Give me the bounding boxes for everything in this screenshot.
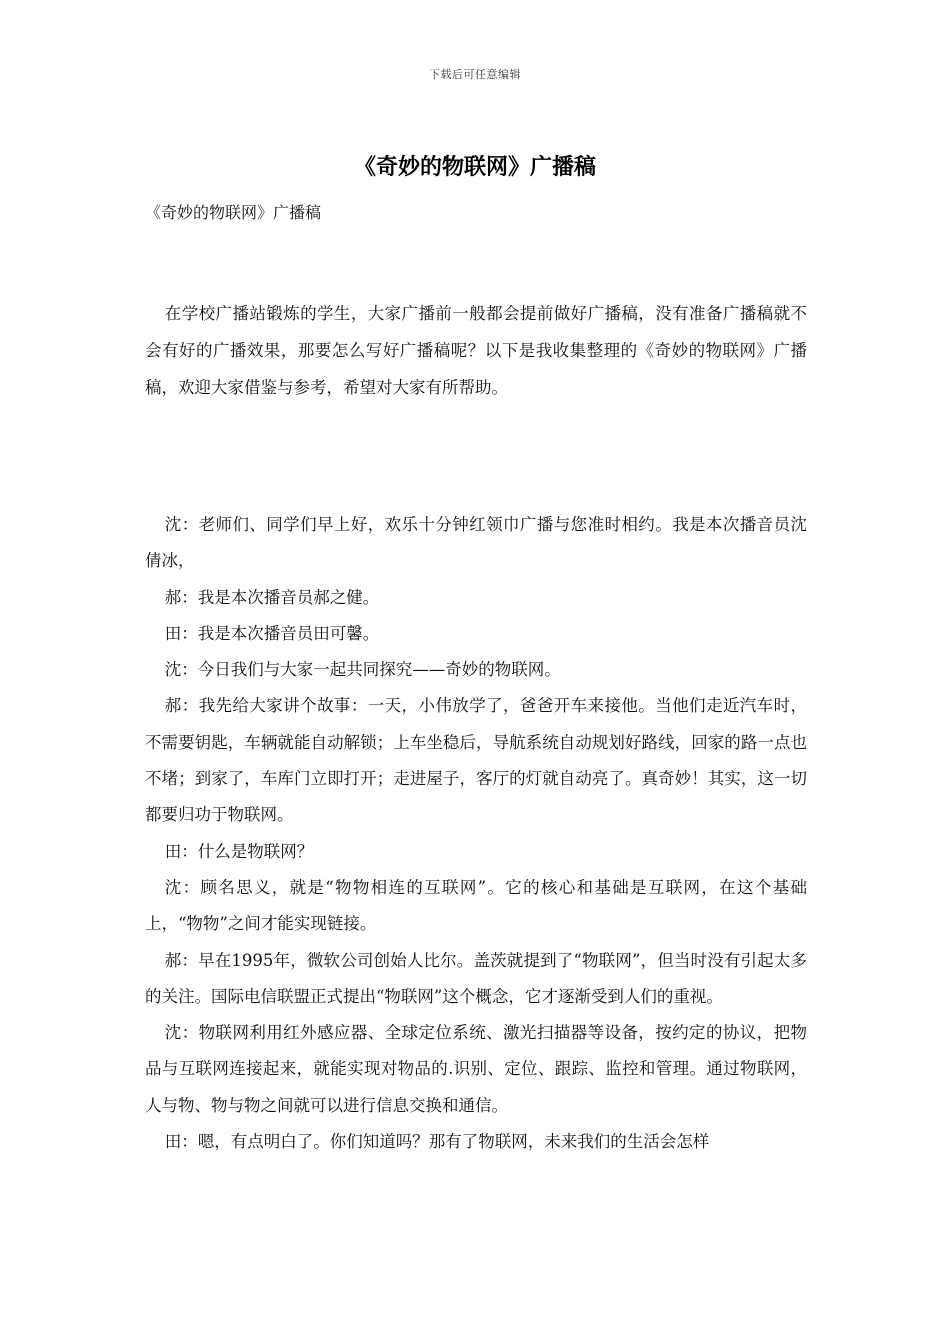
document-title: 《奇妙的物联网》广播稿 [353, 154, 596, 180]
dialogue-line: 田：我是本次播音员田可馨。 [164, 623, 380, 643]
dialogue-line: 郝：我是本次播音员郝之健。 [164, 587, 380, 607]
dialogue-line: 郝：早在1995年，微软公司创始人比尔。盖茨就提到了“物联网”，但当时没有引起太多的关注。国际电信联盟正式提出“物联网”这个概念，它才逐渐受到人们的重视。 [145, 950, 807, 1006]
intro-section [145, 295, 807, 406]
dialogue-line: 沈：物联网利用红外感应器、全球定位系统、激光扫描器等设备，按约定的协议，把物品与互联网连接起来，就能实现对物品的.识别、定位、跟踪、监控和管理。通过物联网，人与物、物与物之间就可以进行信息交换和通信。 [145, 1023, 807, 1115]
dialogue-section [145, 507, 807, 1160]
dialogue-line: 沈：今日我们与大家一起共同探究——奇妙的物联网。 [164, 660, 561, 680]
dialogue-line: 田：什么是物联网？ [164, 841, 314, 861]
header-note: 下载后可任意编辑 [429, 68, 521, 81]
dialogue-line: 沈：老师们、同学们早上好，欢乐十分钟红领巾广播与您准时相约。我是本次播音员沈倩冰， [145, 515, 807, 571]
dialogue-line: 沈：顾名思义，就是“物物相连的互联网”。它的核心和基础是互联网，在这个基础上，“物物”之间才能实现链接。 [145, 877, 807, 934]
dialogue-line: 田：嗯，有点明白了。你们知道吗？那有了物联网，未来我们的生活会怎样 [164, 1132, 710, 1152]
document-subtitle: 《奇妙的物联网》广播稿 [145, 203, 322, 222]
dialogue-line: 郝：我先给大家讲个故事：一天，小伟放学了，爸爸开车来接他。当他们走近汽车时，不需要钥匙，车辆就能自动解锁；上车坐稳后，导航系统自动规划好路线，回家的路一点也不堵；到家了，车库门立即打开；走进屋子，客厅的灯就自动亮了。真奇妙！其实，这一切都要归功于物联网。 [145, 696, 807, 825]
intro-paragraph: 在学校广播站锻炼的学生，大家广播前一般都会提前做好广播稿，没有准备广播稿就不会有好的广播效果，那要怎么写好广播稿呢？以下是我收集整理的《奇妙的物联网》广播稿，欢迎大家借鉴与参考，希望对大家有所帮助。 [145, 304, 807, 397]
